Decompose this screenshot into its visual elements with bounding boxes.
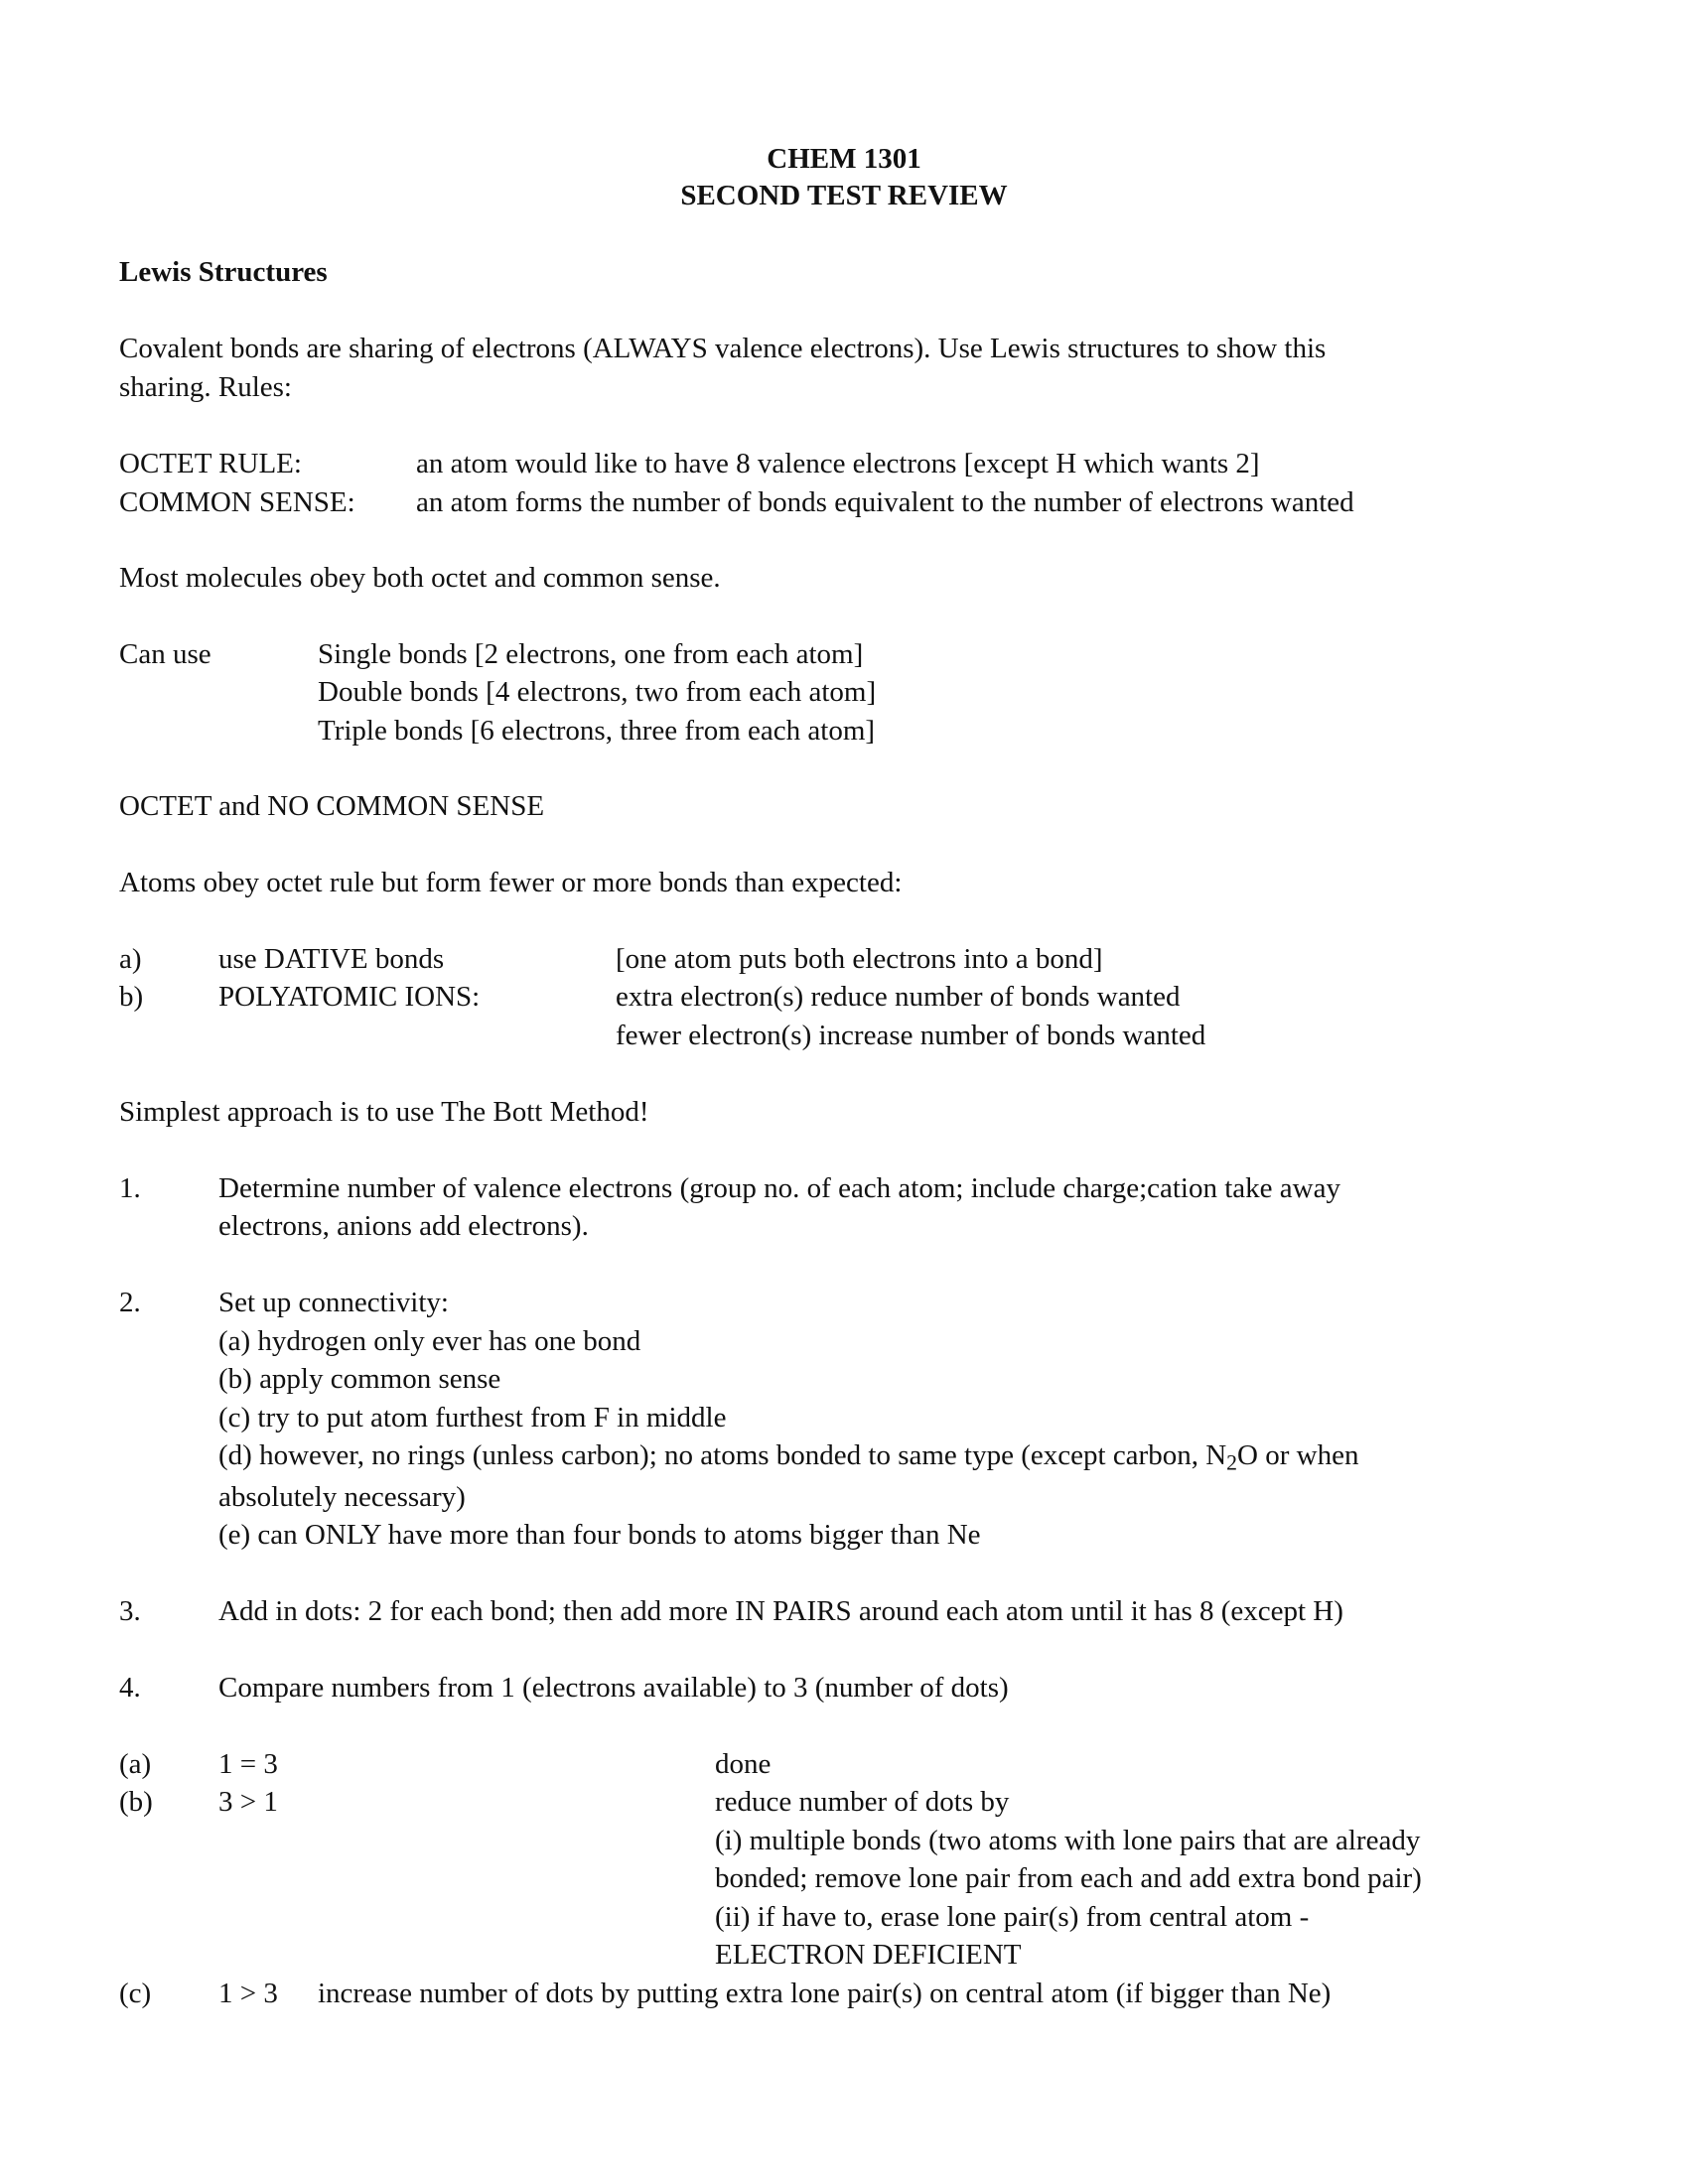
step-3-text: Add in dots: 2 for each bond; then add more IN PAIRS around each atom until it has 8 (except H) xyxy=(218,1595,1343,1627)
step-1-number: 1. xyxy=(119,1172,141,1204)
step-4-text: Compare numbers from 1 (electrons available) to 3 (number of dots) xyxy=(218,1672,1009,1704)
dative-label: use DATIVE bonds xyxy=(218,943,445,975)
dative-description: [one atom puts both electrons into a bond] xyxy=(616,943,1103,975)
case-b-line-4: (ii) if have to, erase lone pair(s) from central atom - xyxy=(715,1901,1310,1933)
rule-text-common-sense: an atom forms the number of bonds equivalent to the number of electrons wanted xyxy=(416,486,1354,518)
octet-no-common-sense-heading: OCTET and NO COMMON SENSE xyxy=(119,790,545,822)
step-3-number: 3. xyxy=(119,1595,141,1627)
case-b-line-5: ELECTRON DEFICIENT xyxy=(715,1939,1022,1971)
step-2-item-d-line-2: absolutely necessary) xyxy=(218,1481,466,1513)
list-marker-a: a) xyxy=(119,943,142,975)
step-2-item-d-subscript: 2 xyxy=(1226,1450,1238,1475)
step-4-number: 4. xyxy=(119,1672,141,1704)
case-b-marker: (b) xyxy=(119,1786,153,1818)
step-2-item-a: (a) hydrogen only ever has one bond xyxy=(218,1325,641,1357)
case-a-result: done xyxy=(715,1748,772,1780)
intro-line-1: Covalent bonds are sharing of electrons (ALWAYS valence electrons). Use Lewis structures to show this xyxy=(119,333,1327,364)
case-c-text: increase number of dots by putting extra lone pair(s) on central atom (if bigger than Ne) xyxy=(318,1978,1332,2009)
case-b-line-3: bonded; remove lone pair from each and add extra bond pair) xyxy=(715,1862,1422,1894)
intro-line-2: sharing. Rules: xyxy=(119,371,292,403)
document-title: SECOND TEST REVIEW xyxy=(680,180,1008,211)
step-2-number: 2. xyxy=(119,1287,141,1318)
step-2-item-c: (c) try to put atom furthest from F in middle xyxy=(218,1402,727,1433)
case-a-condition: 1 = 3 xyxy=(218,1748,278,1780)
case-b-line-1: reduce number of dots by xyxy=(715,1786,1010,1818)
bott-method-intro: Simplest approach is to use The Bott Method! xyxy=(119,1096,649,1128)
step-2-item-b: (b) apply common sense xyxy=(218,1363,501,1395)
list-marker-b: b) xyxy=(119,981,144,1013)
rule-label-common-sense: COMMON SENSE: xyxy=(119,486,355,518)
step-2-item-d xyxy=(218,1439,1359,1475)
bond-item-single: Single bonds [2 electrons, one from each atom] xyxy=(318,638,864,670)
bond-item-double: Double bonds [4 electrons, two from each atom] xyxy=(318,676,877,708)
most-molecules-text: Most molecules obey both octet and common sense. xyxy=(119,562,721,594)
step-2-item-d-pre: (d) however, no rings (unless carbon); no atoms bonded to same type (except carbon, N xyxy=(218,1439,1227,1471)
step-2-item-d-post: O or when xyxy=(1237,1439,1359,1471)
step-2-line-1: Set up connectivity: xyxy=(218,1287,449,1318)
rule-text-octet: an atom would like to have 8 valence electrons [except H which wants 2] xyxy=(416,448,1260,479)
octet-no-common-sense-text: Atoms obey octet rule but form fewer or more bonds than expected: xyxy=(119,867,903,898)
rule-label-octet: OCTET RULE: xyxy=(119,448,302,479)
case-c-marker: (c) xyxy=(119,1978,152,2009)
bond-item-triple: Triple bonds [6 electrons, three from each atom] xyxy=(318,715,876,747)
section-heading: Lewis Structures xyxy=(119,256,328,288)
step-1-line-1: Determine number of valence electrons (group no. of each atom; include charge;cation take away xyxy=(218,1172,1340,1204)
polyatomic-line-2: fewer electron(s) increase number of bonds wanted xyxy=(616,1020,1206,1051)
step-2-item-e: (e) can ONLY have more than four bonds to atoms bigger than Ne xyxy=(218,1519,981,1551)
case-c-condition: 1 > 3 xyxy=(218,1978,278,2009)
case-a-marker: (a) xyxy=(119,1748,152,1780)
can-use-label: Can use xyxy=(119,638,211,670)
case-b-condition: 3 > 1 xyxy=(218,1786,278,1818)
course-title: CHEM 1301 xyxy=(767,143,921,175)
polyatomic-label: POLYATOMIC IONS: xyxy=(218,981,481,1013)
case-b-line-2: (i) multiple bonds (two atoms with lone pairs that are already xyxy=(715,1825,1421,1856)
polyatomic-line-1: extra electron(s) reduce number of bonds wanted xyxy=(616,981,1181,1013)
step-1-line-2: electrons, anions add electrons). xyxy=(218,1210,589,1242)
